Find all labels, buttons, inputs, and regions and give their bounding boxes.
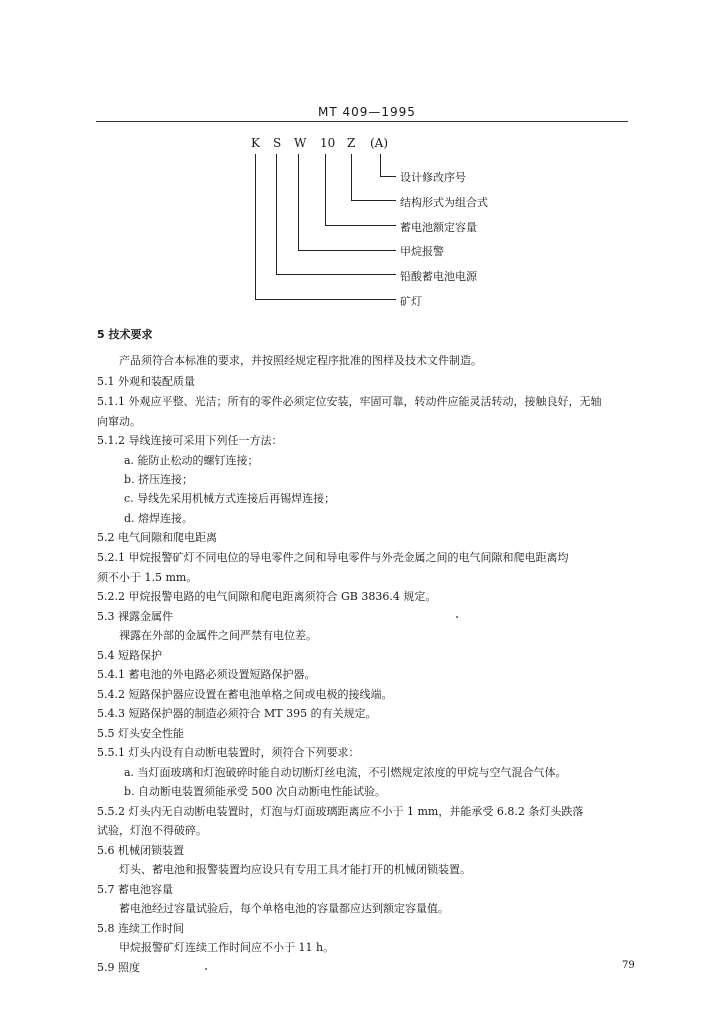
- code-letter-z: Z: [347, 136, 356, 150]
- section-heading: 5 技术要求: [97, 328, 153, 341]
- legend-revision: 设计修改序号: [400, 171, 466, 184]
- scan-speck: [205, 968, 207, 970]
- text-line: 5.7 蓄电池容量: [97, 883, 173, 896]
- text-line: 5.1.2 导线连接可采用下列任一方法：: [97, 434, 283, 447]
- legend-battery-source: 铅酸蓄电池电源: [400, 270, 477, 283]
- text-line: 5.8 连续工作时间: [97, 922, 184, 935]
- text-line: b. 自动断电装置须能承受 500 次自动断电性能试验。: [124, 785, 387, 798]
- text-line: a. 能防止松动的螺钉连接；: [124, 454, 259, 467]
- text-line: 蓄电池经过容量试验后，每个单格电池的容量都应达到额定容量值。: [119, 902, 449, 915]
- code-letter-k: K: [251, 136, 260, 150]
- connector-z-v: [351, 154, 352, 200]
- connector-s-v: [276, 154, 277, 274]
- text-line: 产品须符合本标准的要求，并按照经规定程序批准的图样及技术文件制造。: [119, 354, 482, 367]
- connector-capacity-v: [325, 154, 326, 225]
- text-line: c. 导线先采用机械方式连接后再锡焊连接；: [124, 492, 336, 505]
- connector-z-h: [351, 200, 396, 201]
- connector-capacity-h: [325, 225, 396, 226]
- text-line: 5.3 裸露金属件: [97, 610, 173, 623]
- text-line: 5.9 照度: [97, 961, 140, 974]
- legend-structure: 结构形式为组合式: [400, 196, 488, 209]
- text-line: 5.4 短路保护: [97, 649, 162, 662]
- legend-capacity: 蓄电池额定容量: [400, 221, 477, 234]
- text-line: 5.1.1 外观应平整、光洁；所有的零件必须定位安装，牢固可靠，转动件应能灵活转动，接触良好，无轴: [97, 395, 602, 408]
- text-line: a. 当灯面玻璃和灯泡破碎时能自动切断灯丝电流，不引燃规定浓度的甲烷与空气混合气体。: [124, 766, 567, 779]
- connector-w-h: [298, 250, 396, 251]
- text-line: 5.5.1 灯头内设有自动断电装置时，须符合下列要求：: [97, 746, 360, 759]
- text-line: 甲烷报警矿灯连续工作时间应不小于 11 h。: [119, 941, 335, 954]
- connector-s-h: [276, 274, 396, 275]
- text-line: b. 挤压连接；: [124, 473, 194, 486]
- page-header: MT 409—1995: [318, 105, 416, 119]
- code-capacity: 10: [320, 136, 336, 150]
- text-line: 5.2.2 甲烷报警电路的电气间隙和爬电距离须符合 GB 3836.4 规定。: [97, 590, 437, 603]
- code-revision: (A): [370, 136, 389, 150]
- text-line: 5.4.3 短路保护器的制造必须符合 MT 395 的有关规定。: [97, 707, 377, 720]
- text-line: 裸露在外部的金属件之间严禁有电位差。: [119, 629, 317, 642]
- text-line: 5.2.1 甲烷报警矿灯不同电位的导电零件之间和导电零件与外壳金属之间的电气间隙和爬电距离均: [97, 551, 569, 564]
- text-line: 5.4.1 蓄电池的外电路必须设置短路保护器。: [97, 668, 316, 681]
- text-line: 5.2 电气间隙和爬电距离: [97, 531, 217, 544]
- text-line: 须不小于 1.5 mm。: [97, 571, 198, 584]
- scan-speck: [456, 616, 458, 618]
- connector-revision-h: [380, 176, 396, 177]
- page-number: 79: [622, 960, 635, 971]
- text-line: d. 熔焊连接。: [124, 512, 194, 525]
- text-line: 试验，灯泡不得破碎。: [97, 824, 207, 837]
- connector-revision-v: [380, 154, 381, 176]
- connector-k-h: [255, 299, 396, 300]
- text-line: 灯头、蓄电池和报警装置均应设只有专用工具才能打开的机械闭锁装置。: [119, 863, 471, 876]
- text-line: 5.5 灯头安全性能: [97, 727, 184, 740]
- legend-cap-lamp: 矿灯: [400, 295, 422, 308]
- code-letter-w: W: [294, 136, 307, 150]
- text-line: 5.4.2 短路保护器应设置在蓄电池单格之间或电极的接线端。: [97, 688, 393, 701]
- connector-k-v: [255, 154, 256, 299]
- code-letter-s: S: [273, 136, 282, 150]
- connector-w-v: [298, 154, 299, 250]
- text-line: 向窜动。: [97, 415, 141, 428]
- text-line: 5.6 机械闭锁装置: [97, 844, 184, 857]
- text-line: 5.5.2 灯头内无自动断电装置时，灯泡与灯面玻璃距离应不小于 1 mm，并能承受 6.8.2 条灯头跌落: [97, 805, 584, 818]
- header-rule: [96, 121, 628, 122]
- text-line: 5.1 外观和装配质量: [97, 375, 195, 388]
- legend-methane-alarm: 甲烷报警: [400, 245, 444, 258]
